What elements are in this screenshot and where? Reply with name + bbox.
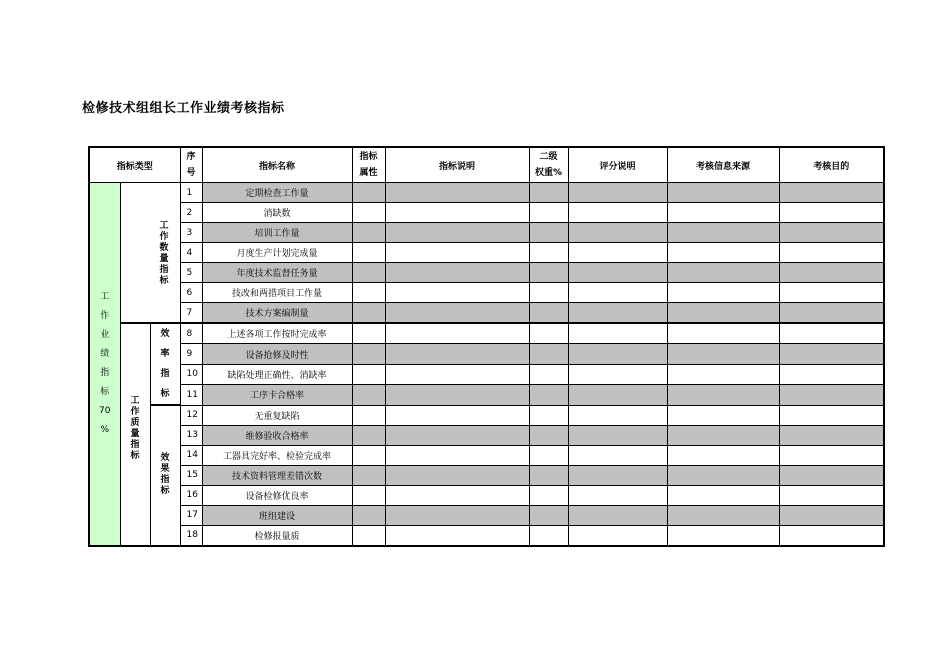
cell-score <box>568 243 667 263</box>
cell-attr <box>352 385 385 405</box>
cell-source <box>667 223 779 243</box>
cell-weight <box>529 425 568 445</box>
table-row <box>89 385 884 405</box>
cell-source <box>667 485 779 505</box>
cell-weight <box>529 303 568 324</box>
header-weight-2: 权重% <box>535 168 563 178</box>
indicator-name: 月度生产计划完成量 <box>202 243 352 263</box>
cell-purpose <box>779 385 884 405</box>
cell-purpose <box>779 303 884 324</box>
cell-weight <box>529 445 568 465</box>
cell-weight <box>529 364 568 384</box>
row-number: 4 <box>180 243 202 263</box>
cell-purpose <box>779 203 884 223</box>
cell-attr <box>352 263 385 283</box>
cell-desc <box>385 385 529 405</box>
header-seq <box>180 147 202 183</box>
cell-source <box>667 465 779 485</box>
row-number: 6 <box>180 283 202 303</box>
row-number: 5 <box>180 263 202 283</box>
cell-source <box>667 203 779 223</box>
cell-attr <box>352 465 385 485</box>
indicator-name: 上述各项工作按时完成率 <box>202 323 352 344</box>
cell-attr <box>352 183 385 203</box>
cell-purpose <box>779 425 884 445</box>
row-number: 17 <box>180 505 202 525</box>
cell-purpose <box>779 405 884 425</box>
header-score: 评分说明 <box>568 147 667 183</box>
category-quantity-char: 作 <box>159 232 169 242</box>
cell-attr <box>352 223 385 243</box>
kpi-table <box>88 146 885 547</box>
cell-desc <box>385 505 529 525</box>
cell-desc <box>385 344 529 364</box>
cell-source <box>667 323 779 344</box>
cell-score <box>568 263 667 283</box>
indicator-name: 班组建设 <box>202 505 352 525</box>
row-number: 12 <box>180 405 202 425</box>
cell-weight <box>529 405 568 425</box>
table-row <box>89 323 884 344</box>
row-number: 14 <box>180 445 202 465</box>
table-row <box>89 405 884 425</box>
category-quantity-char: 量 <box>159 254 169 264</box>
header-purpose: 考核目的 <box>779 147 884 183</box>
cell-purpose <box>779 323 884 344</box>
category-effect-char: 效 <box>160 453 170 464</box>
table-row <box>89 364 884 384</box>
cell-desc <box>385 243 529 263</box>
cell-purpose <box>779 283 884 303</box>
row-number: 9 <box>180 344 202 364</box>
table-row <box>89 505 884 525</box>
cell-weight <box>529 203 568 223</box>
cell-source <box>667 405 779 425</box>
cell-attr <box>352 303 385 324</box>
cell-purpose <box>779 445 884 465</box>
table-row <box>89 445 884 465</box>
table-row <box>89 465 884 485</box>
cell-weight <box>529 485 568 505</box>
table-row <box>89 344 884 364</box>
category-quality-char: 标 <box>130 451 140 461</box>
category-efficiency-char: 标 <box>160 389 170 399</box>
cell-source <box>667 364 779 384</box>
header-seq-2: 号 <box>186 168 196 178</box>
category-main-performance-char: 指 <box>100 367 110 378</box>
cell-weight <box>529 344 568 364</box>
category-efficiency-char: 指 <box>160 369 170 379</box>
indicator-name: 维修验收合格率 <box>202 425 352 445</box>
category-main-performance-char: 绩 <box>100 348 110 359</box>
cell-attr <box>352 405 385 425</box>
cell-weight <box>529 505 568 525</box>
table-row <box>89 485 884 505</box>
cell-score <box>568 465 667 485</box>
cell-score <box>568 223 667 243</box>
category-quality-char: 作 <box>130 407 140 417</box>
indicator-name: 消缺数 <box>202 203 352 223</box>
row-number: 13 <box>180 425 202 445</box>
cell-desc <box>385 405 529 425</box>
category-effect <box>150 405 180 546</box>
indicator-name: 定期检查工作量 <box>202 183 352 203</box>
category-main-performance-char: 作 <box>100 310 110 321</box>
category-quality-char: 工 <box>130 396 140 406</box>
category-quantity <box>120 183 180 324</box>
row-number: 18 <box>180 525 202 546</box>
cell-desc <box>385 445 529 465</box>
category-efficiency-char: 效 <box>160 329 170 339</box>
cell-desc <box>385 364 529 384</box>
cell-source <box>667 344 779 364</box>
table-row <box>89 303 884 324</box>
cell-purpose <box>779 344 884 364</box>
cell-score <box>568 183 667 203</box>
cell-attr <box>352 283 385 303</box>
header-attr-1: 指标 <box>359 152 378 162</box>
cell-purpose <box>779 223 884 243</box>
cell-score <box>568 344 667 364</box>
category-main-performance-char: 工 <box>100 291 110 302</box>
row-number: 11 <box>180 385 202 405</box>
category-quality <box>120 323 150 546</box>
header-name: 指标名称 <box>202 147 352 183</box>
cell-weight <box>529 183 568 203</box>
cell-attr <box>352 243 385 263</box>
cell-purpose <box>779 183 884 203</box>
header-row <box>89 147 884 183</box>
cell-attr <box>352 525 385 546</box>
cell-weight <box>529 263 568 283</box>
cell-score <box>568 505 667 525</box>
header-weight <box>529 147 568 183</box>
header-weight-1: 二级 <box>539 152 558 162</box>
cell-desc <box>385 425 529 445</box>
cell-weight <box>529 243 568 263</box>
cell-score <box>568 203 667 223</box>
cell-desc <box>385 183 529 203</box>
cell-attr <box>352 364 385 384</box>
cell-source <box>667 505 779 525</box>
table-row <box>89 525 884 546</box>
cell-source <box>667 263 779 283</box>
cell-attr <box>352 323 385 344</box>
cell-score <box>568 485 667 505</box>
header-attr-2: 属性 <box>359 168 378 178</box>
row-number: 10 <box>180 364 202 384</box>
category-effect-char: 标 <box>160 486 170 497</box>
row-number: 15 <box>180 465 202 485</box>
row-number: 3 <box>180 223 202 243</box>
category-efficiency <box>150 323 180 405</box>
category-quantity-char: 工 <box>159 221 169 231</box>
indicator-name: 设备检修优良率 <box>202 485 352 505</box>
cell-attr <box>352 344 385 364</box>
cell-desc <box>385 303 529 324</box>
cell-attr <box>352 505 385 525</box>
row-number: 7 <box>180 303 202 324</box>
table-row <box>89 243 884 263</box>
cell-source <box>667 385 779 405</box>
cell-weight <box>529 525 568 546</box>
indicator-name: 技改和两措项目工作量 <box>202 283 352 303</box>
header-type: 指标类型 <box>89 147 180 183</box>
cell-score <box>568 405 667 425</box>
row-number: 16 <box>180 485 202 505</box>
cell-score <box>568 303 667 324</box>
category-quantity-char: 标 <box>159 276 169 286</box>
category-effect-char: 指 <box>160 475 170 486</box>
cell-source <box>667 425 779 445</box>
cell-weight <box>529 465 568 485</box>
indicator-name: 年度技术监督任务量 <box>202 263 352 283</box>
header-attr <box>352 147 385 183</box>
indicator-name: 工器具完好率、检验完成率 <box>202 445 352 465</box>
cell-source <box>667 303 779 324</box>
cell-purpose <box>779 505 884 525</box>
cell-desc <box>385 323 529 344</box>
indicator-name: 无重复缺陷 <box>202 405 352 425</box>
cell-score <box>568 525 667 546</box>
cell-attr <box>352 425 385 445</box>
cell-attr <box>352 203 385 223</box>
indicator-name: 缺陷处理正确性、消缺率 <box>202 364 352 384</box>
cell-desc <box>385 485 529 505</box>
table-row <box>89 203 884 223</box>
header-desc: 指标说明 <box>385 147 529 183</box>
category-main-performance-char: 标 <box>100 386 110 397</box>
indicator-name: 技术方案编制量 <box>202 303 352 324</box>
table-row <box>89 223 884 243</box>
table-row <box>89 283 884 303</box>
table-row <box>89 263 884 283</box>
cell-desc <box>385 223 529 243</box>
cell-source <box>667 183 779 203</box>
category-main-performance-char: % <box>100 424 110 435</box>
indicator-name: 培训工作量 <box>202 223 352 243</box>
header-seq-1: 序 <box>186 152 196 162</box>
cell-purpose <box>779 263 884 283</box>
cell-score <box>568 283 667 303</box>
category-main-performance-char: 70 <box>99 405 111 416</box>
cell-purpose <box>779 485 884 505</box>
page-title: 检修技术组组长工作业绩考核指标 <box>82 101 285 116</box>
cell-purpose <box>779 243 884 263</box>
cell-score <box>568 445 667 465</box>
cell-score <box>568 385 667 405</box>
cell-source <box>667 525 779 546</box>
cell-score <box>568 364 667 384</box>
cell-source <box>667 283 779 303</box>
category-efficiency-char: 率 <box>160 349 170 359</box>
cell-purpose <box>779 525 884 546</box>
cell-source <box>667 243 779 263</box>
cell-desc <box>385 203 529 223</box>
category-effect-char: 果 <box>160 464 170 475</box>
indicator-name: 技术资料管理差错次数 <box>202 465 352 485</box>
cell-score <box>568 425 667 445</box>
category-quality-char: 量 <box>130 429 140 439</box>
cell-purpose <box>779 465 884 485</box>
cell-attr <box>352 445 385 465</box>
row-number: 1 <box>180 183 202 203</box>
cell-purpose <box>779 364 884 384</box>
cell-score <box>568 323 667 344</box>
cell-source <box>667 445 779 465</box>
row-number: 2 <box>180 203 202 223</box>
cell-weight <box>529 385 568 405</box>
category-quality-char: 指 <box>130 440 140 450</box>
table-row <box>89 183 884 203</box>
cell-desc <box>385 525 529 546</box>
category-main-performance-char: 业 <box>100 329 110 340</box>
category-quantity-char: 指 <box>159 265 169 275</box>
cell-weight <box>529 323 568 344</box>
indicator-name: 设备抢修及时性 <box>202 344 352 364</box>
cell-attr <box>352 485 385 505</box>
cell-desc <box>385 283 529 303</box>
indicator-name: 工序卡合格率 <box>202 385 352 405</box>
header-source: 考核信息来源 <box>667 147 779 183</box>
cell-weight <box>529 223 568 243</box>
category-quality-char: 质 <box>130 418 140 428</box>
cell-desc <box>385 263 529 283</box>
cell-weight <box>529 283 568 303</box>
indicator-name: 检修报量质 <box>202 525 352 546</box>
row-number: 8 <box>180 323 202 344</box>
cell-desc <box>385 465 529 485</box>
table-row <box>89 425 884 445</box>
category-main-performance <box>89 183 120 546</box>
category-quantity-char: 数 <box>159 243 169 253</box>
